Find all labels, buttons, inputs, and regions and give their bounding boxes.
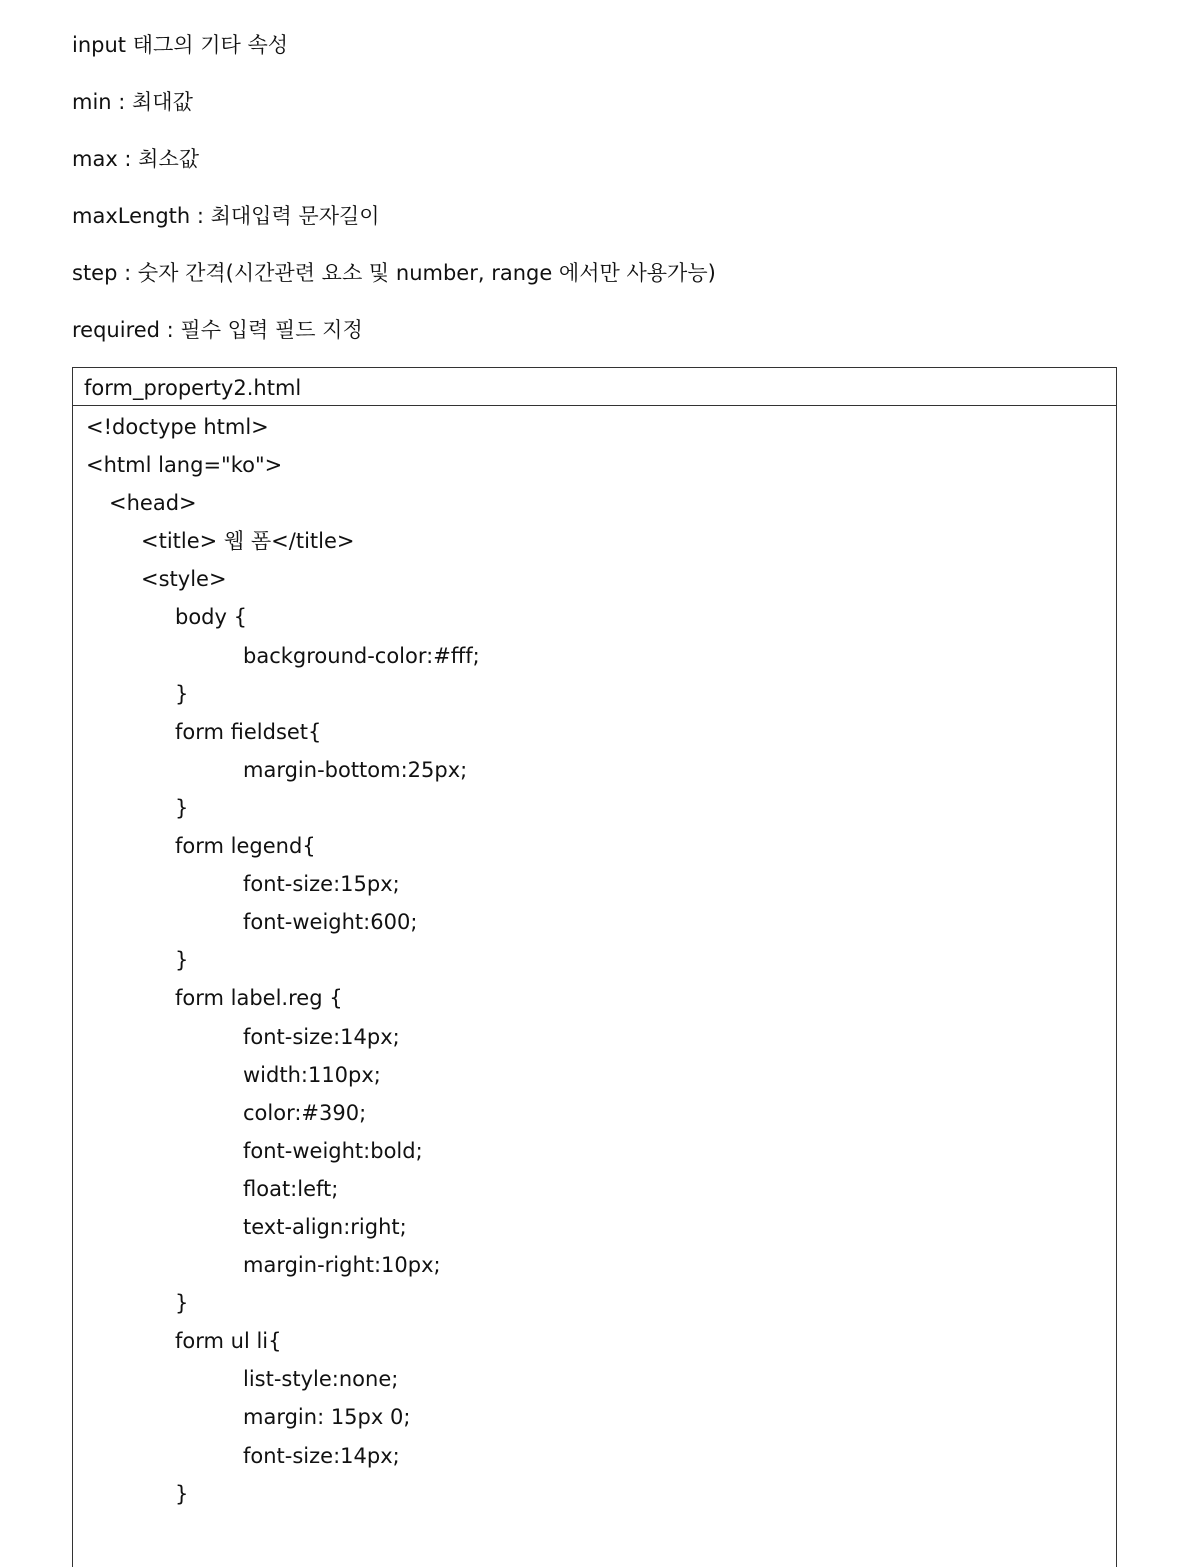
code-line: form legend{: [175, 834, 316, 859]
code-line: }: [175, 795, 189, 820]
code-line: }: [175, 1481, 189, 1506]
code-line: body {: [175, 605, 247, 630]
code-line: margin-right:10px;: [243, 1253, 441, 1278]
code-line: <style>: [141, 567, 227, 592]
code-line: form ul li{: [175, 1329, 282, 1354]
intro-min-description: min : 최대값: [72, 90, 193, 114]
code-line: <html lang="ko">: [86, 453, 283, 478]
code-line: margin-bottom:25px;: [243, 757, 468, 782]
code-line: }: [175, 681, 189, 706]
code-line: <head>: [109, 491, 197, 516]
code-line: <title> 웹 폼</title>: [141, 529, 355, 554]
intro-max-description: max : 최소값: [72, 147, 200, 171]
code-line: form label.reg {: [175, 986, 343, 1011]
code-line: font-size:14px;: [243, 1024, 400, 1049]
code-line: form fieldset{: [175, 719, 322, 744]
intro-maxlength-description: maxLength : 최대입력 문자길이: [72, 204, 380, 228]
code-filename: form_property2.html: [73, 368, 1116, 406]
code-line: color:#390;: [243, 1100, 367, 1125]
code-line: background-color:#fff;: [243, 643, 480, 668]
code-line: }: [175, 948, 189, 973]
code-line: font-size:15px;: [243, 872, 400, 897]
code-line: font-weight:bold;: [243, 1138, 423, 1163]
code-line: width:110px;: [243, 1062, 381, 1087]
intro-step-description: step : 숫자 간격(시간관련 요소 및 number, range 에서만 사용가능): [72, 261, 716, 285]
code-body: [73, 406, 1116, 1514]
code-line: font-weight:600;: [243, 910, 418, 935]
intro-required-description: required : 필수 입력 필드 지정: [72, 318, 363, 342]
code-line: font-size:14px;: [243, 1443, 400, 1468]
code-line: text-align:right;: [243, 1214, 407, 1239]
intro-heading: input 태그의 기타 속성: [72, 33, 289, 57]
code-line: list-style:none;: [243, 1367, 399, 1392]
code-line: }: [175, 1291, 189, 1316]
code-line: float:left;: [243, 1176, 339, 1201]
intro-text: [72, 30, 1112, 372]
code-listing-box: [72, 367, 1117, 1567]
code-line: <!doctype html>: [86, 415, 269, 439]
code-line: margin: 15px 0;: [243, 1405, 411, 1430]
